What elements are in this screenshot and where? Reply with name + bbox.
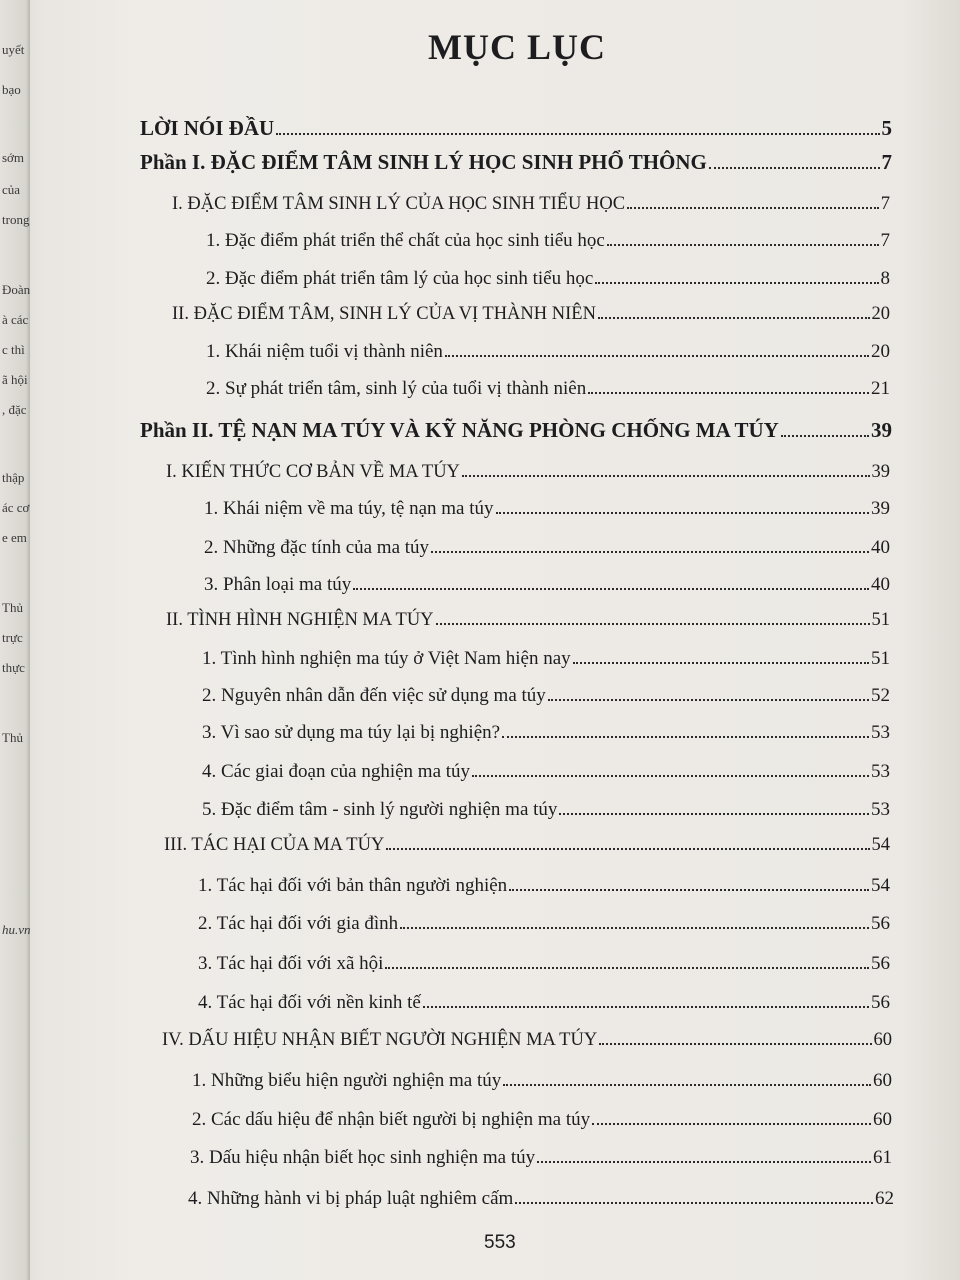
toc-entry[interactable] [164, 835, 890, 856]
toc-entry-title: 4. Những hành vi bị pháp luật nghiêm cấm [188, 1188, 514, 1209]
toc-entry-title: II. TÌNH HÌNH NGHIỆN MA TÚY [166, 610, 434, 630]
margin-fragment: sớm [2, 150, 25, 165]
toc-entry-title: 2. Nguyên nhân dẫn đến việc sử dụng ma túy [202, 685, 546, 706]
leader-dots [445, 353, 869, 357]
leader-dots [595, 280, 878, 284]
margin-fragment: uyết [2, 42, 25, 57]
toc-entry-page: 52 [871, 685, 890, 706]
toc-entry[interactable] [190, 1147, 892, 1169]
toc-entry[interactable] [172, 194, 890, 215]
toc-entry[interactable] [192, 1070, 892, 1092]
margin-fragment: hu.vn [2, 922, 31, 937]
toc-entry-title: 4. Các giai đoạn của nghiện ma túy [202, 761, 471, 782]
toc-entry[interactable] [202, 685, 890, 707]
toc-entry-page: 53 [871, 722, 890, 743]
margin-fragment: ác cơ [2, 500, 30, 515]
toc-entry-page: 53 [871, 761, 890, 782]
toc-entry-title: 1. Những biểu hiện người nghiện ma túy [192, 1070, 502, 1091]
margin-fragment: Đoàn [2, 282, 31, 297]
leader-dots [598, 315, 870, 319]
leader-dots [515, 1200, 873, 1204]
toc-entry-title: Phần II. TỆ NẠN MA TÚY VÀ KỸ NĂNG PHÒNG CHỐNG MA TÚY [140, 418, 779, 442]
toc-entry-page: 53 [871, 799, 890, 820]
toc-entry-title: II. ĐẶC ĐIỂM TÂM, SINH LÝ CỦA VỊ THÀNH NIÊN [172, 304, 596, 324]
page-number: 553 [484, 1232, 516, 1253]
toc-entry-page: 39 [871, 462, 890, 482]
margin-fragment: thực [2, 660, 25, 675]
leader-dots [599, 1041, 871, 1045]
toc-entry-page: 8 [880, 268, 890, 289]
margin-fragment: trực [2, 630, 23, 645]
margin-fragment: c thì [2, 342, 25, 357]
toc-entry-title: 3. Dấu hiệu nhận biết học sinh nghiện ma túy [190, 1147, 536, 1168]
leader-dots [588, 390, 869, 394]
toc-entry[interactable] [162, 1030, 892, 1051]
leader-dots [496, 510, 870, 514]
toc-entry-page: 61 [873, 1147, 892, 1168]
leader-dots [781, 433, 869, 437]
toc-entry-title: 1. Khái niệm tuổi vị thành niên [206, 341, 443, 362]
toc-entry-page: 51 [871, 648, 890, 669]
toc-entry-title: 2. Sự phát triển tâm, sinh lý của tuổi vị thành niên [206, 378, 587, 399]
toc-entry-title: 3. Tác hại đối với xã hội [198, 953, 384, 974]
margin-fragment: trong [2, 212, 30, 227]
toc-entry-title: 1. Tình hình nghiện ma túy ở Việt Nam hiện nay [202, 648, 571, 669]
toc-entry[interactable] [198, 875, 890, 897]
toc-entry[interactable] [204, 537, 890, 559]
margin-fragment: của [2, 182, 21, 197]
toc-entry-title: III. TÁC HẠI CỦA MA TÚY [164, 835, 385, 855]
toc-entry[interactable] [188, 1188, 894, 1210]
leader-dots [431, 549, 869, 553]
margin-fragment: à các [2, 312, 29, 327]
margin-fragment: thập [2, 470, 25, 485]
toc-entry[interactable] [204, 574, 890, 596]
leader-dots [502, 734, 869, 738]
toc-entry-page: 20 [871, 341, 890, 362]
toc-entry-page: 5 [881, 116, 892, 140]
margin-fragment: Thủ [2, 730, 23, 745]
margin-fragment: e em [2, 530, 27, 545]
toc-entry[interactable] [206, 268, 890, 290]
toc-entry[interactable] [202, 648, 890, 670]
toc-entry-title: 2. Những đặc tính của ma túy [204, 537, 430, 558]
previous-page-edge [0, 0, 30, 1280]
toc-entry-page: 54 [871, 875, 890, 896]
toc-entry-page: 40 [871, 537, 890, 558]
toc-entry-title: 3. Phân loại ma túy [204, 574, 352, 595]
leader-dots [503, 1082, 871, 1086]
toc-entry-title: 2. Đặc điểm phát triển tâm lý của học sinh tiểu học [206, 268, 594, 289]
margin-fragment: Thủ [2, 600, 23, 615]
leader-dots [559, 811, 869, 815]
page-title: MỤC LỤC [428, 27, 606, 67]
margin-fragment: bạo [2, 82, 21, 97]
toc-entry-title: 2. Tác hại đối với gia đình [198, 913, 399, 934]
toc-entry-page: 62 [875, 1188, 894, 1209]
toc-entry[interactable] [206, 230, 890, 252]
toc-entry-page: 54 [871, 835, 890, 855]
toc-entry-page: 39 [871, 418, 892, 442]
leader-dots [472, 773, 869, 777]
toc-entry-page: 7 [880, 194, 890, 214]
toc-entry[interactable] [202, 761, 890, 783]
toc-entry-page: 60 [873, 1109, 892, 1130]
toc-entry[interactable] [140, 150, 892, 175]
toc-entry[interactable] [192, 1109, 892, 1131]
toc-entry-page: 51 [871, 610, 890, 630]
leader-dots [548, 697, 869, 701]
leader-dots [436, 621, 870, 625]
toc-entry-title: I. KIẾN THỨC CƠ BẢN VỀ MA TÚY [166, 462, 460, 482]
toc-entry-title: I. ĐẶC ĐIỂM TÂM SINH LÝ CỦA HỌC SINH TIỂU HỌC [172, 194, 626, 214]
toc-entry-title: Phần I. ĐẶC ĐIỂM TÂM SINH LÝ HỌC SINH PHỔ THÔNG [140, 150, 707, 174]
leader-dots [573, 660, 869, 664]
leader-dots [709, 165, 880, 169]
toc-entry-page: 20 [871, 304, 890, 324]
toc-entry-page: 7 [880, 230, 890, 251]
leader-dots [276, 131, 879, 135]
leader-dots [400, 925, 869, 929]
toc-entry-page: 21 [871, 378, 890, 399]
toc-entry-page: 40 [871, 574, 890, 595]
toc-entry[interactable] [172, 304, 890, 325]
toc-entry[interactable] [140, 418, 892, 443]
toc-entry-title: 3. Vì sao sử dụng ma túy lại bị nghiện? [202, 722, 501, 743]
toc-entry[interactable] [198, 953, 890, 975]
toc-entry[interactable] [204, 498, 890, 520]
leader-dots [423, 1004, 869, 1008]
leader-dots [537, 1159, 871, 1163]
toc-entry-page: 56 [871, 992, 890, 1013]
toc-entry-title: 1. Đặc điểm phát triển thể chất của học sinh tiểu học [206, 230, 605, 251]
toc-entry-page: 60 [873, 1030, 892, 1050]
toc-entry-page: 39 [871, 498, 890, 519]
toc-entry[interactable] [166, 610, 890, 631]
toc-entry-title: 1. Khái niệm về ma túy, tệ nạn ma túy [204, 498, 494, 519]
toc-entry-title: 5. Đặc điểm tâm - sinh lý người nghiện ma túy [202, 799, 558, 820]
toc-entry[interactable] [198, 913, 890, 935]
leader-dots [385, 965, 869, 969]
toc-entry[interactable] [202, 799, 890, 821]
toc-entry-title: 1. Tác hại đối với bản thân người nghiện [198, 875, 508, 896]
toc-entry[interactable] [198, 992, 890, 1014]
toc-entry-title: 2. Các dấu hiệu để nhận biết người bị nghiện ma túy [192, 1109, 591, 1130]
leader-dots [592, 1121, 871, 1125]
leader-dots [509, 887, 869, 891]
toc-entry[interactable] [206, 378, 890, 400]
toc-entry-page: 56 [871, 953, 890, 974]
toc-entry[interactable] [140, 116, 892, 141]
leader-dots [386, 846, 869, 850]
toc-entry-page: 7 [881, 150, 892, 174]
toc-entry-title: 4. Tác hại đối với nền kinh tế [198, 992, 421, 1013]
margin-fragment: , đặc [2, 402, 27, 417]
toc-entry[interactable] [202, 722, 890, 744]
toc-entry-page: 56 [871, 913, 890, 934]
toc-entry-page: 60 [873, 1070, 892, 1091]
toc-entry-title: IV. DẤU HIỆU NHẬN BIẾT NGƯỜI NGHIỆN MA TÚY [162, 1030, 598, 1050]
leader-dots [353, 586, 869, 590]
toc-entry-title: LỜI NÓI ĐẦU [140, 116, 275, 140]
margin-fragment: ã hội [2, 372, 28, 387]
toc-entry[interactable] [166, 462, 890, 483]
leader-dots [627, 205, 879, 209]
leader-dots [607, 242, 879, 246]
toc-entry[interactable] [206, 341, 890, 363]
leader-dots [462, 473, 870, 477]
